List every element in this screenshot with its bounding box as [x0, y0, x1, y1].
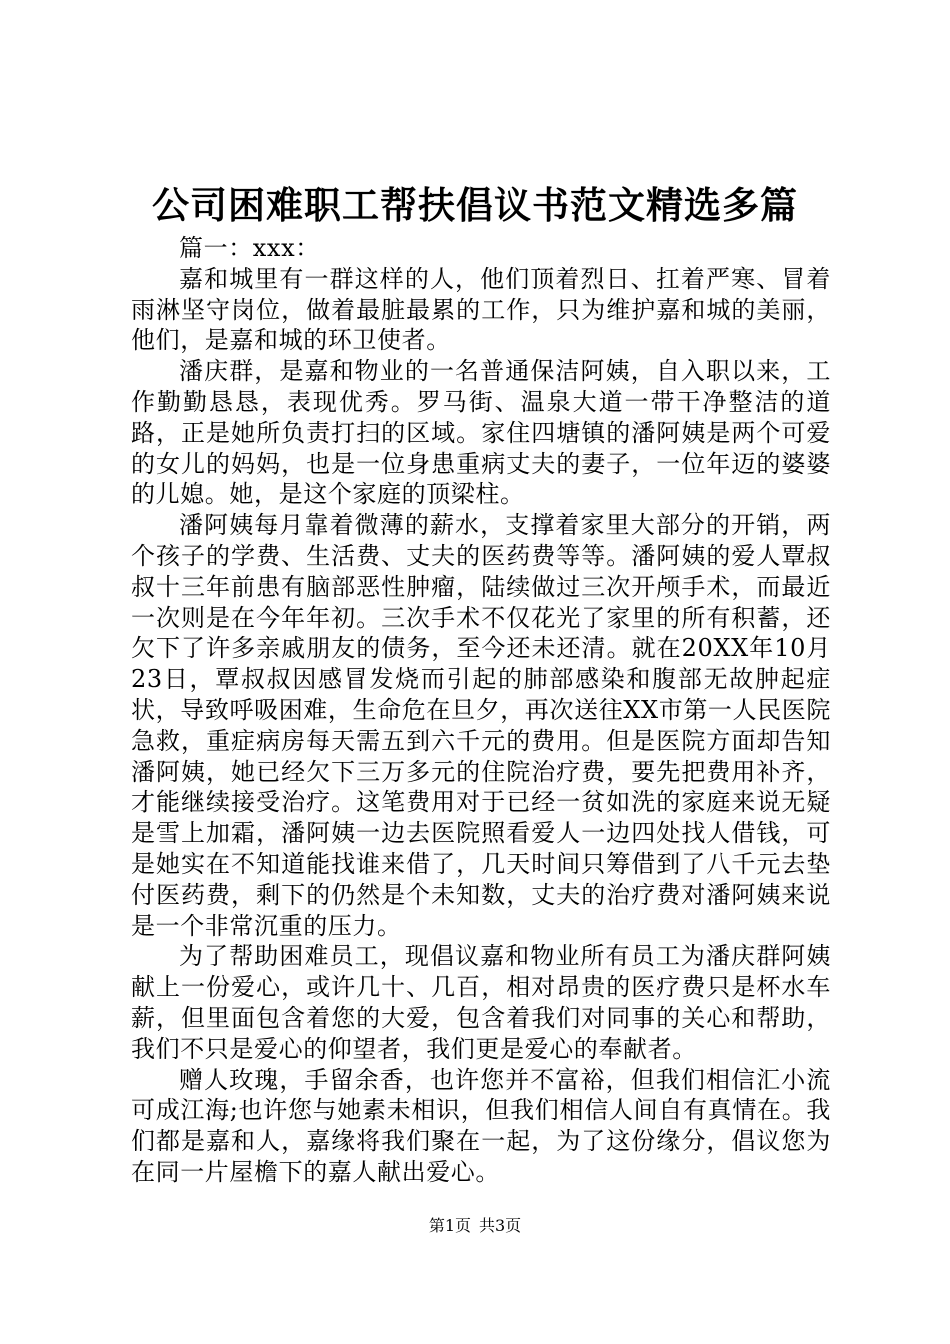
section-heading: 篇一：xxx：: [179, 234, 320, 262]
document-title: 公司困难职工帮扶倡议书范文精选多篇: [152, 183, 798, 227]
paragraph-5: 赠人玫瑰，手留余香，也许您并不富裕，但我们相信汇小流可成江海;也许您与她素未相识，但我们相信人间自有真情在。我们都是嘉和人，嘉缘将我们聚在一起，为了这份缘分，倡议您为在同一片屋檐下的嘉人献出爱心。: [131, 1065, 831, 1186]
page-total: 共3页: [479, 1216, 522, 1235]
page-footer: [0, 1215, 950, 1237]
paragraph-2: 潘庆群，是嘉和物业的一名普通保洁阿姨，自入职以来，工作勤勤恳恳，表现优秀。罗马街、温泉大道一带干净整洁的道路，正是她所负责打扫的区域。家住四塘镇的潘阿姨是两个可爱的女儿的妈妈，也是一位身患重病丈夫的妻子，一位年迈的婆婆的儿媳。她，是这个家庭的顶梁柱。: [131, 357, 831, 509]
page-number: 第1页: [428, 1216, 471, 1235]
paragraph-3: 潘阿姨每月靠着微薄的薪水，支撑着家里大部分的开销，两个孩子的学费、生活费、丈夫的医药费等等。潘阿姨的爱人覃叔叔十三年前患有脑部恶性肿瘤，陆续做过三次开颅手术，而最近一次则是在今年年初。三次手术不仅花光了家里的所有积蓄，还欠下了许多亲戚朋友的债务，至今还未还清。就在20XX年10月23日，覃叔叔因感冒发烧而引起的肺部感染和腹部无故肿起症状，导致呼吸困难，生命危在旦夕，再次送往XX市第一人民医院急救，重症病房每天需五到六千元的费用。但是医院方面却告知潘阿姨，她已经欠下三万多元的住院治疗费，要先把费用补齐，才能继续接受治疗。这笔费用对于已经一贫如洗的家庭来说无疑是雪上加霜，潘阿姨一边去医院照看爱人一边四处找人借钱，可是她实在不知道能找谁来借了，几天时间只筹借到了八千元去垫付医药费，剩下的仍然是个未知数，丈夫的治疗费对潘阿姨来说是一个非常沉重的压力。: [131, 511, 831, 940]
paragraph-1: 嘉和城里有一群这样的人，他们顶着烈日、扛着严寒、冒着雨淋坚守岗位，做着最脏最累的工作，只为维护嘉和城的美丽，他们，是嘉和城的环卫使者。: [131, 264, 831, 355]
document-body: [131, 233, 831, 1188]
paragraph-4: 为了帮助困难员工，现倡议嘉和物业所有员工为潘庆群阿姨献上一份爱心，或许几十、几百，相对昂贵的医疗费只是杯水车薪，但里面包含着您的大爱，包含着我们对同事的关心和帮助，我们不只是爱心的仰望者，我们更是爱心的奉献者。: [131, 942, 831, 1063]
